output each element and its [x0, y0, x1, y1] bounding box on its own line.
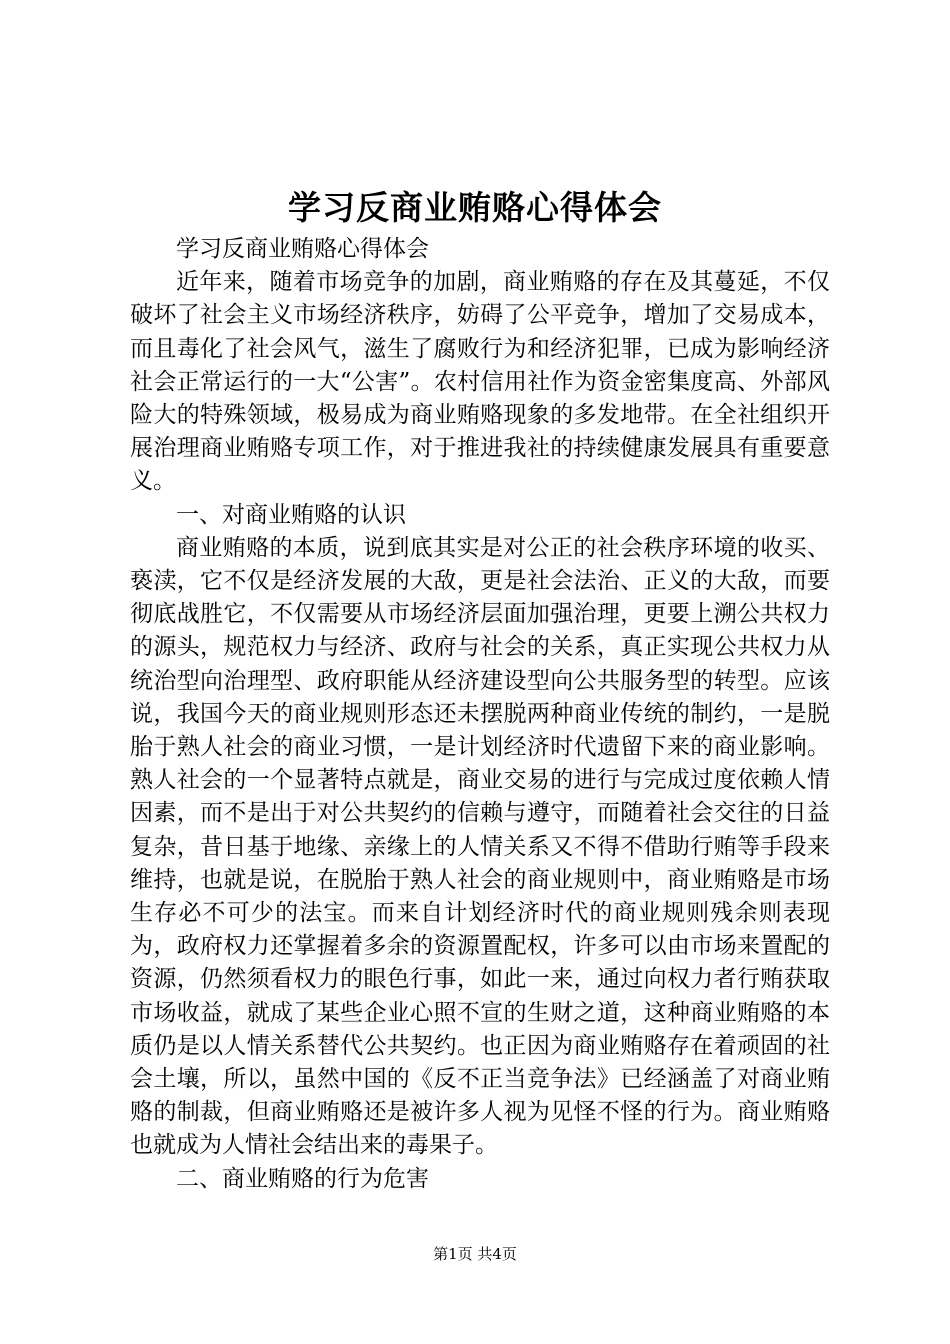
document-body [130, 233, 830, 1196]
paragraph-subtitle: 学习反商业贿赂心得体会 [176, 236, 429, 262]
section-heading-1: 一、对商业贿赂的认识 [176, 501, 406, 528]
paragraph-section-1: 商业贿赂的本质，说到底其实是对公正的社会秩序环境的收买、亵渎，它不仅是经济发展的大敌，更是社会法治、正义的大敌，而要彻底战胜它，不仅需要从市场经济层面加强治理，更要上溯公共权力的源头，规范权力与经济、政府与社会的关系，真正实现公共权力从统治型向治理型、政府职能从经济建设型向公共服务型的转型。应该说，我国今天的商业规则形态还未摆脱两种商业传统的制约，一是脱胎于熟人社会的商业习惯，一是计划经济时代遗留下来的商业影响。熟人社会的一个显著特点就是，商业交易的进行与完成过度依赖人情因素，而不是出于对公共契约的信赖与遵守，而随着社会交往的日益复杂，昔日基于地缘、亲缘上的人情关系又不得不借助行贿等手段来维持，也就是说，在脱胎于熟人社会的商业规则中，商业贿赂是市场生存必不可少的法宝。而来自计划经济时代的商业规则残余则表现为，政府权力还掌握着多余的资源置配权，许多可以由市场来置配的资源，仍然须看权力的眼色行事，如此一来，通过向权力者行贿获取市场收益，就成了某些企业心照不宣的生财之道，这种商业贿赂的本质仍是以人情关系替代公共契约。也正因为商业贿赂存在着顽固的社会土壤，所以，虽然中国的《反不正当竞争法》已经涵盖了对商业贿赂的制裁，但商业贿赂还是被许多人视为见怪不怪的行为。商业贿赂也就成为人情社会结出来的毒果子。 [130, 534, 830, 1159]
paragraph-intro: 近年来，随着市场竞争的加剧，商业贿赂的存在及其蔓延，不仅破坏了社会主义市场经济秩序，妨碍了公平竞争，增加了交易成本，而且毒化了社会风气，滋生了腐败行为和经济犯罪，已成为影响经济社会正常运行的一大“公害”。农村信用社作为资金密集度高、外部风险大的特殊领域，极易成为商业贿赂现象的多发地带。在全社组织开展治理商业贿赂专项工作，对于推进我社的持续健康发展具有重要意义。 [130, 269, 830, 495]
page-footer: 第1页 共4页 [433, 1245, 517, 1263]
document-title: 学习反商业贿赂心得体会 [288, 188, 662, 227]
section-heading-2: 二、商业贿赂的行为危害 [176, 1165, 429, 1192]
